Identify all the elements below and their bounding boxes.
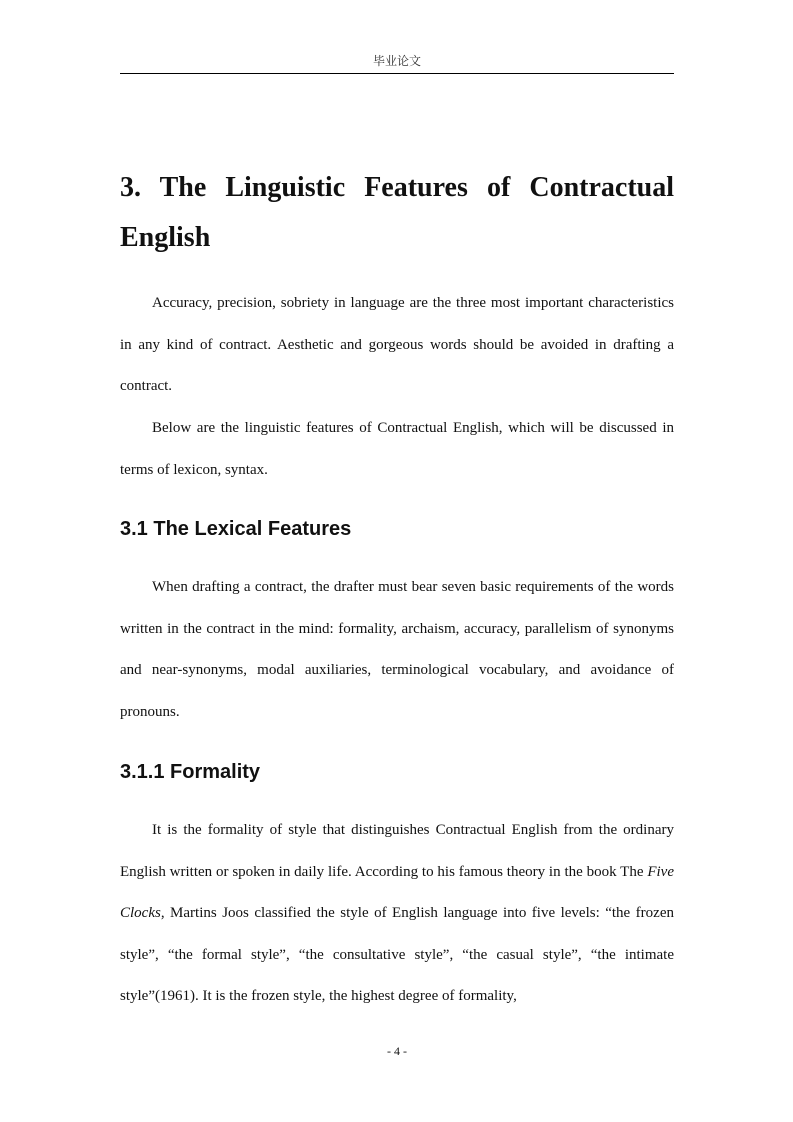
- body-paragraph-3: When drafting a contract, the drafter must bear seven basic requirements of the words written in the contract in the mind: formality, archaism, accuracy, parallelism of synonyms and near-synonyms, modal auxiliaries, terminological vocabulary, and avoidance of pronouns.: [120, 579, 674, 720]
- page-number: - 4 -: [387, 1044, 407, 1058]
- subsection-heading: 3.1.1 Formality: [120, 761, 261, 783]
- book-title: Five Clocks: [120, 863, 674, 921]
- chapter-heading: 3. The Linguistic Features of Contractual English: [120, 172, 674, 253]
- body-paragraph-4: [120, 810, 674, 1018]
- header-rule: [120, 73, 674, 74]
- paragraph-text: It is the formality of style that distinguishes Contractual English from the ordinary English written or spoken in daily life. According to his famous theory in the book The: [120, 822, 674, 880]
- body-paragraph-2: Below are the linguistic features of Contractual English, which will be discussed in terms of lexicon, syntax.: [120, 420, 674, 478]
- section-heading: 3.1 The Lexical Features: [120, 518, 352, 540]
- body-paragraph-1: Accuracy, precision, sobriety in language are the three most important characteristics in any kind of contract. Aesthetic and gorgeous words should be avoided in drafting a contract.: [120, 295, 674, 394]
- paragraph-text: , Martins Joos classified the style of English language into five levels: “the frozen style”, “the formal style”, “the consultative style”, “the casual style”, “the intimate style”(1961). It is the frozen style, the highest degree of formality,: [120, 905, 674, 1004]
- page-header: 毕业论文: [372, 54, 421, 68]
